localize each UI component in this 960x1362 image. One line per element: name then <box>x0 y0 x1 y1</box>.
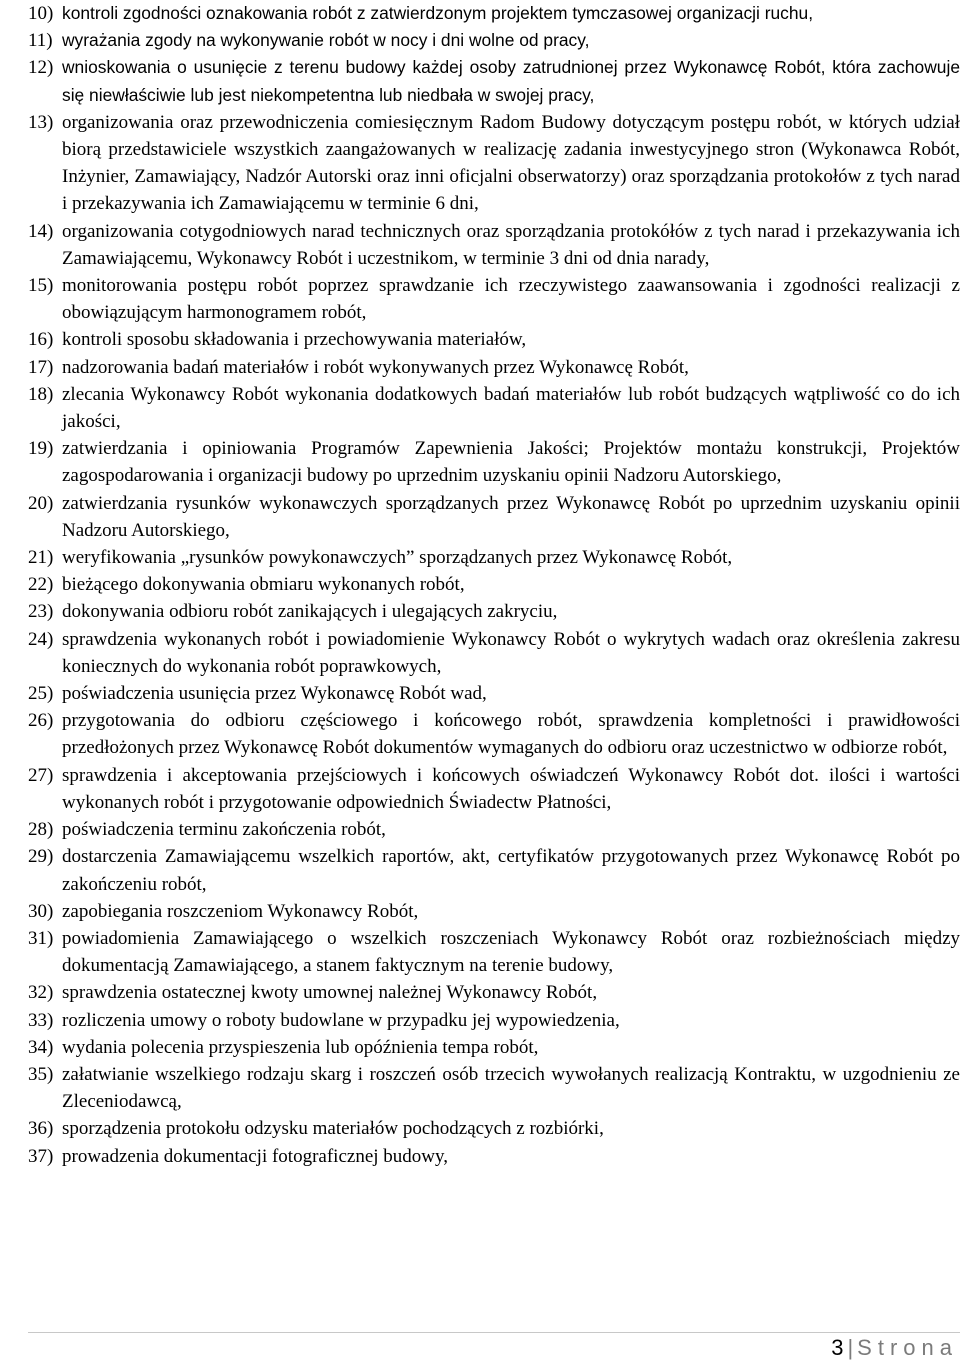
footer-divider <box>28 1332 960 1333</box>
list-item <box>28 1061 960 1115</box>
list-item-number: 25) <box>28 683 54 705</box>
list-item-text: zatwierdzania rysunków wykonawczych sporządzanych przez Wykonawcę Robót po uprzednim uzyskaniu opinii Nadzoru Autorskiego, <box>62 492 960 541</box>
list-item <box>28 898 960 925</box>
list-item-number: 33) <box>28 1009 54 1031</box>
list-item <box>28 27 960 54</box>
list-item-number: 24) <box>28 628 54 650</box>
list-item <box>28 490 960 544</box>
list-item <box>28 680 960 707</box>
footer-separator: | <box>847 1335 854 1360</box>
list-item-text: kontroli zgodności oznakowania robót z zatwierdzonym projektem tymczasowej organizacji ruchu, <box>62 3 814 23</box>
list-item-number: 28) <box>28 819 54 841</box>
list-item <box>28 381 960 435</box>
list-item-number: 23) <box>28 601 54 623</box>
list-item-text: organizowania oraz przewodniczenia comiesięcznym Radom Budowy dotyczącym postępu robót, w których udział biorą przedstawiciele wszystkich zaangażowanych w realizację zadania inwestycyjnego stron (Wykonawca Robót, Inżynier, Zamawiający, Nadzór Autorski oraz inni oficjalni obserwatorzy) oraz sporządzania protokołów z tych narad i przekazywania ich Zamawiającemu w terminie 6 dni, <box>62 111 960 215</box>
list-item <box>28 109 960 218</box>
list-item-text: powiadomienia Zamawiającego o wszelkich roszczeniach Wykonawcy Robót oraz rozbieżnościach między dokumentacją Zamawiającego, a stanem faktycznym na terenie budowy, <box>62 927 960 977</box>
list-item-text: wyrażania zgody na wykonywanie robót w nocy i dni wolne od pracy, <box>62 30 590 51</box>
list-item <box>28 626 960 680</box>
list-item <box>28 762 960 816</box>
list-item-number: 31) <box>28 927 54 949</box>
list-item <box>28 272 960 326</box>
list-item <box>28 925 960 979</box>
list-item-text: wnioskowania o usunięcie z terenu budowy każdej osoby zatrudnionej przez Wykonawcę Robót, która zachowuje się niewłaściwie lub jest niekompetentna lub niedbała w swojej pracy, <box>62 57 960 105</box>
list-item-number: 19) <box>28 438 54 460</box>
list-item-number: 29) <box>28 846 54 868</box>
list-item <box>28 435 960 489</box>
list-item-text: nadzorowania badań materiałów i robót wykonywanych przez Wykonawcę Robót, <box>62 356 689 378</box>
list-item <box>28 598 960 625</box>
list-item-text: poświadczenia usunięcia przez Wykonawcę Robót wad, <box>62 683 487 705</box>
list-item-text: bieżącego dokonywania obmiaru wykonanych robót, <box>62 574 465 596</box>
list-item-number: 11) <box>28 30 53 52</box>
list-item-text: prowadzenia dokumentacji fotograficznej budowy, <box>62 1145 449 1167</box>
list-item-text: wydania polecenia przyspieszenia lub opóźnienia tempa robót, <box>62 1036 539 1058</box>
list-item-number: 22) <box>28 574 54 596</box>
list-item-text: rozliczenia umowy o roboty budowlane w przypadku jej wypowiedzenia, <box>62 1009 620 1031</box>
list-item <box>28 816 960 843</box>
list-item-text: organizowania cotygodniowych narad technicznych oraz sporządzania protokółów z tych narad i przekazywania ich Zamawiającemu, Wykonawcy Robót i uczestnikom, w terminie 3 dni od dnia narady, <box>62 220 960 269</box>
list-item-text: monitorowania postępu robót poprzez sprawdzanie ich rzeczywistego zaawansowania i zgodności realizacji z obowiązującym harmonogramem robót, <box>62 275 960 324</box>
list-item-number: 13) <box>28 111 54 133</box>
list-item-text: poświadczenia terminu zakończenia robót, <box>62 819 386 841</box>
list-item-text: przygotowania do odbioru częściowego i końcowego robót, sprawdzenia kompletności i prawidłowości przedłożonych przez Wykonawcę Robót dokumentów wymaganych do odbioru oraz uczestnictwo w odbiorze robót, <box>62 710 960 759</box>
list-item-number: 35) <box>28 1063 54 1085</box>
list-item <box>28 1034 960 1061</box>
list-item <box>28 1143 960 1170</box>
list-item-text: dostarczenia Zamawiającemu wszelkich raportów, akt, certyfikatów przygotowanych przez Wykonawcę Robót po zakończeniu robót, <box>62 846 960 895</box>
list-item-number: 27) <box>28 764 54 786</box>
duties-list <box>28 0 960 1170</box>
list-item-number: 16) <box>28 329 54 351</box>
list-item <box>28 979 960 1006</box>
list-item-text: zapobiegania roszczeniom Wykonawcy Robót, <box>62 900 419 922</box>
list-item <box>28 1007 960 1034</box>
list-item-text: dokonywania odbioru robót zanikających i ulegających zakryciu, <box>62 601 558 623</box>
list-item-text: załatwianie wszelkiego rodzaju skarg i roszczeń osób trzecich wywołanych realizacją Kontraktu, w uzgodnieniu ze Zleceniodawcą, <box>62 1063 960 1113</box>
list-item-number: 10) <box>28 3 54 24</box>
list-item <box>28 0 960 27</box>
list-item-text: zatwierdzania i opiniowania Programów Zapewnienia Jakości; Projektów montażu konstrukcji, Projektów zagospodarowania i organizacji budowy po uprzednim uzyskaniu opinii Nadzoru Autorskiego, <box>62 438 960 487</box>
list-item-text: sprawdzenia i akceptowania przejściowych i końcowych oświadczeń Wykonawcy Robót dot. ilości i wartości wykonanych robót i przygotowanie odpowiednich Świadectw Płatności, <box>62 764 960 813</box>
list-item <box>28 571 960 598</box>
list-item <box>28 707 960 761</box>
list-item-number: 20) <box>28 492 54 514</box>
list-item-text: weryfikowania „rysunków powykonawczych” sporządzanych przez Wykonawcę Robót, <box>62 547 733 569</box>
list-item <box>28 544 960 571</box>
page-label: Strona <box>857 1335 958 1360</box>
list-item <box>28 354 960 381</box>
list-item-number: 37) <box>28 1145 54 1167</box>
list-item-number: 21) <box>28 547 54 569</box>
list-item-number: 30) <box>28 900 54 922</box>
list-item <box>28 54 960 108</box>
list-item-number: 14) <box>28 220 54 242</box>
list-item-number: 34) <box>28 1036 54 1058</box>
list-item-text: sporządzenia protokołu odzysku materiałów pochodzących z rozbiórki, <box>62 1118 604 1140</box>
list-item-number: 32) <box>28 982 54 1004</box>
list-item <box>28 843 960 897</box>
list-item-text: zlecania Wykonawcy Robót wykonania dodatkowych badań materiałów lub robót budzących wątpliwość co do ich jakości, <box>62 383 960 433</box>
list-item-text: kontroli sposobu składowania i przechowywania materiałów, <box>62 329 527 351</box>
list-item <box>28 1115 960 1142</box>
list-item-number: 18) <box>28 383 54 405</box>
list-item-number: 26) <box>28 710 54 732</box>
list-item-number: 17) <box>28 356 54 378</box>
page-footer <box>831 1335 958 1361</box>
list-item <box>28 326 960 353</box>
list-item-number: 15) <box>28 275 54 297</box>
list-item-number: 36) <box>28 1118 54 1140</box>
list-item-text: sprawdzenia ostatecznej kwoty umownej należnej Wykonawcy Robót, <box>62 982 598 1004</box>
page-number: 3 <box>831 1335 844 1360</box>
list-item-number: 12) <box>28 57 54 79</box>
list-item-text: sprawdzenia wykonanych robót i powiadomienie Wykonawcy Robót o wykrytych wadach oraz określenia zakresu koniecznych do wykonania robót poprawkowych, <box>62 628 960 677</box>
list-item <box>28 218 960 272</box>
